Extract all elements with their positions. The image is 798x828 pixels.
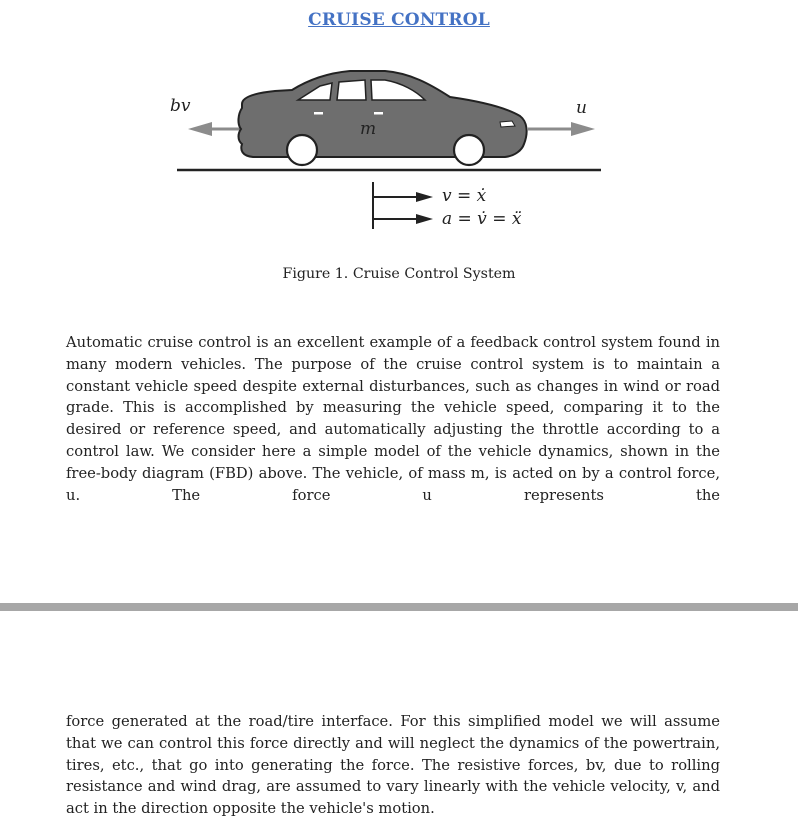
page-separator (0, 603, 798, 611)
body-paragraph-bottom: force generated at the road/tire interface. For this simplified model we will assume that we can control this force directly and will neglect the dynamics of the powertrain, tires, etc., that go into generating the force. The resistive forces, bv, due to rolling resistance and wind drag, are assumed to vary linearly with the vehicle velocity, v, and act in the direction opposite the vehicle's motion. (66, 713, 720, 818)
body-paragraph-top: Automatic cruise control is an excellent example of a feedback control system found in many modern vehicles. The purpose of the cruise control system is to maintain a constant vehicle speed despite external disturbances, such as changes in wind or road grade. This is accomplished by measuring the vehicle speed, comparing it to the desired or reference speed, and automatically adjusting the throttle according to a control law. We consider here a simple model of the vehicle dynamics, shown in the free-body diagram (FBD) above. The vehicle, of mass m, is acted on by a control force, u. The force u represents the (66, 334, 720, 504)
motion-arrows (373, 182, 433, 229)
control-force-label: u (576, 98, 587, 118)
cruise-control-figure (160, 64, 620, 234)
drag-force-arrow (188, 122, 242, 136)
mass-label: m (360, 119, 377, 139)
control-force-arrow (528, 122, 595, 136)
car-icon (238, 71, 526, 165)
figure-caption: Figure 1. Cruise Control System (282, 266, 516, 282)
drag-force-label: bv (170, 96, 191, 116)
acceleration-equation: a = v̇ = ẍ (442, 209, 522, 229)
page-title: CRUISE CONTROL (308, 10, 490, 30)
velocity-equation: v = ẋ (442, 186, 487, 206)
